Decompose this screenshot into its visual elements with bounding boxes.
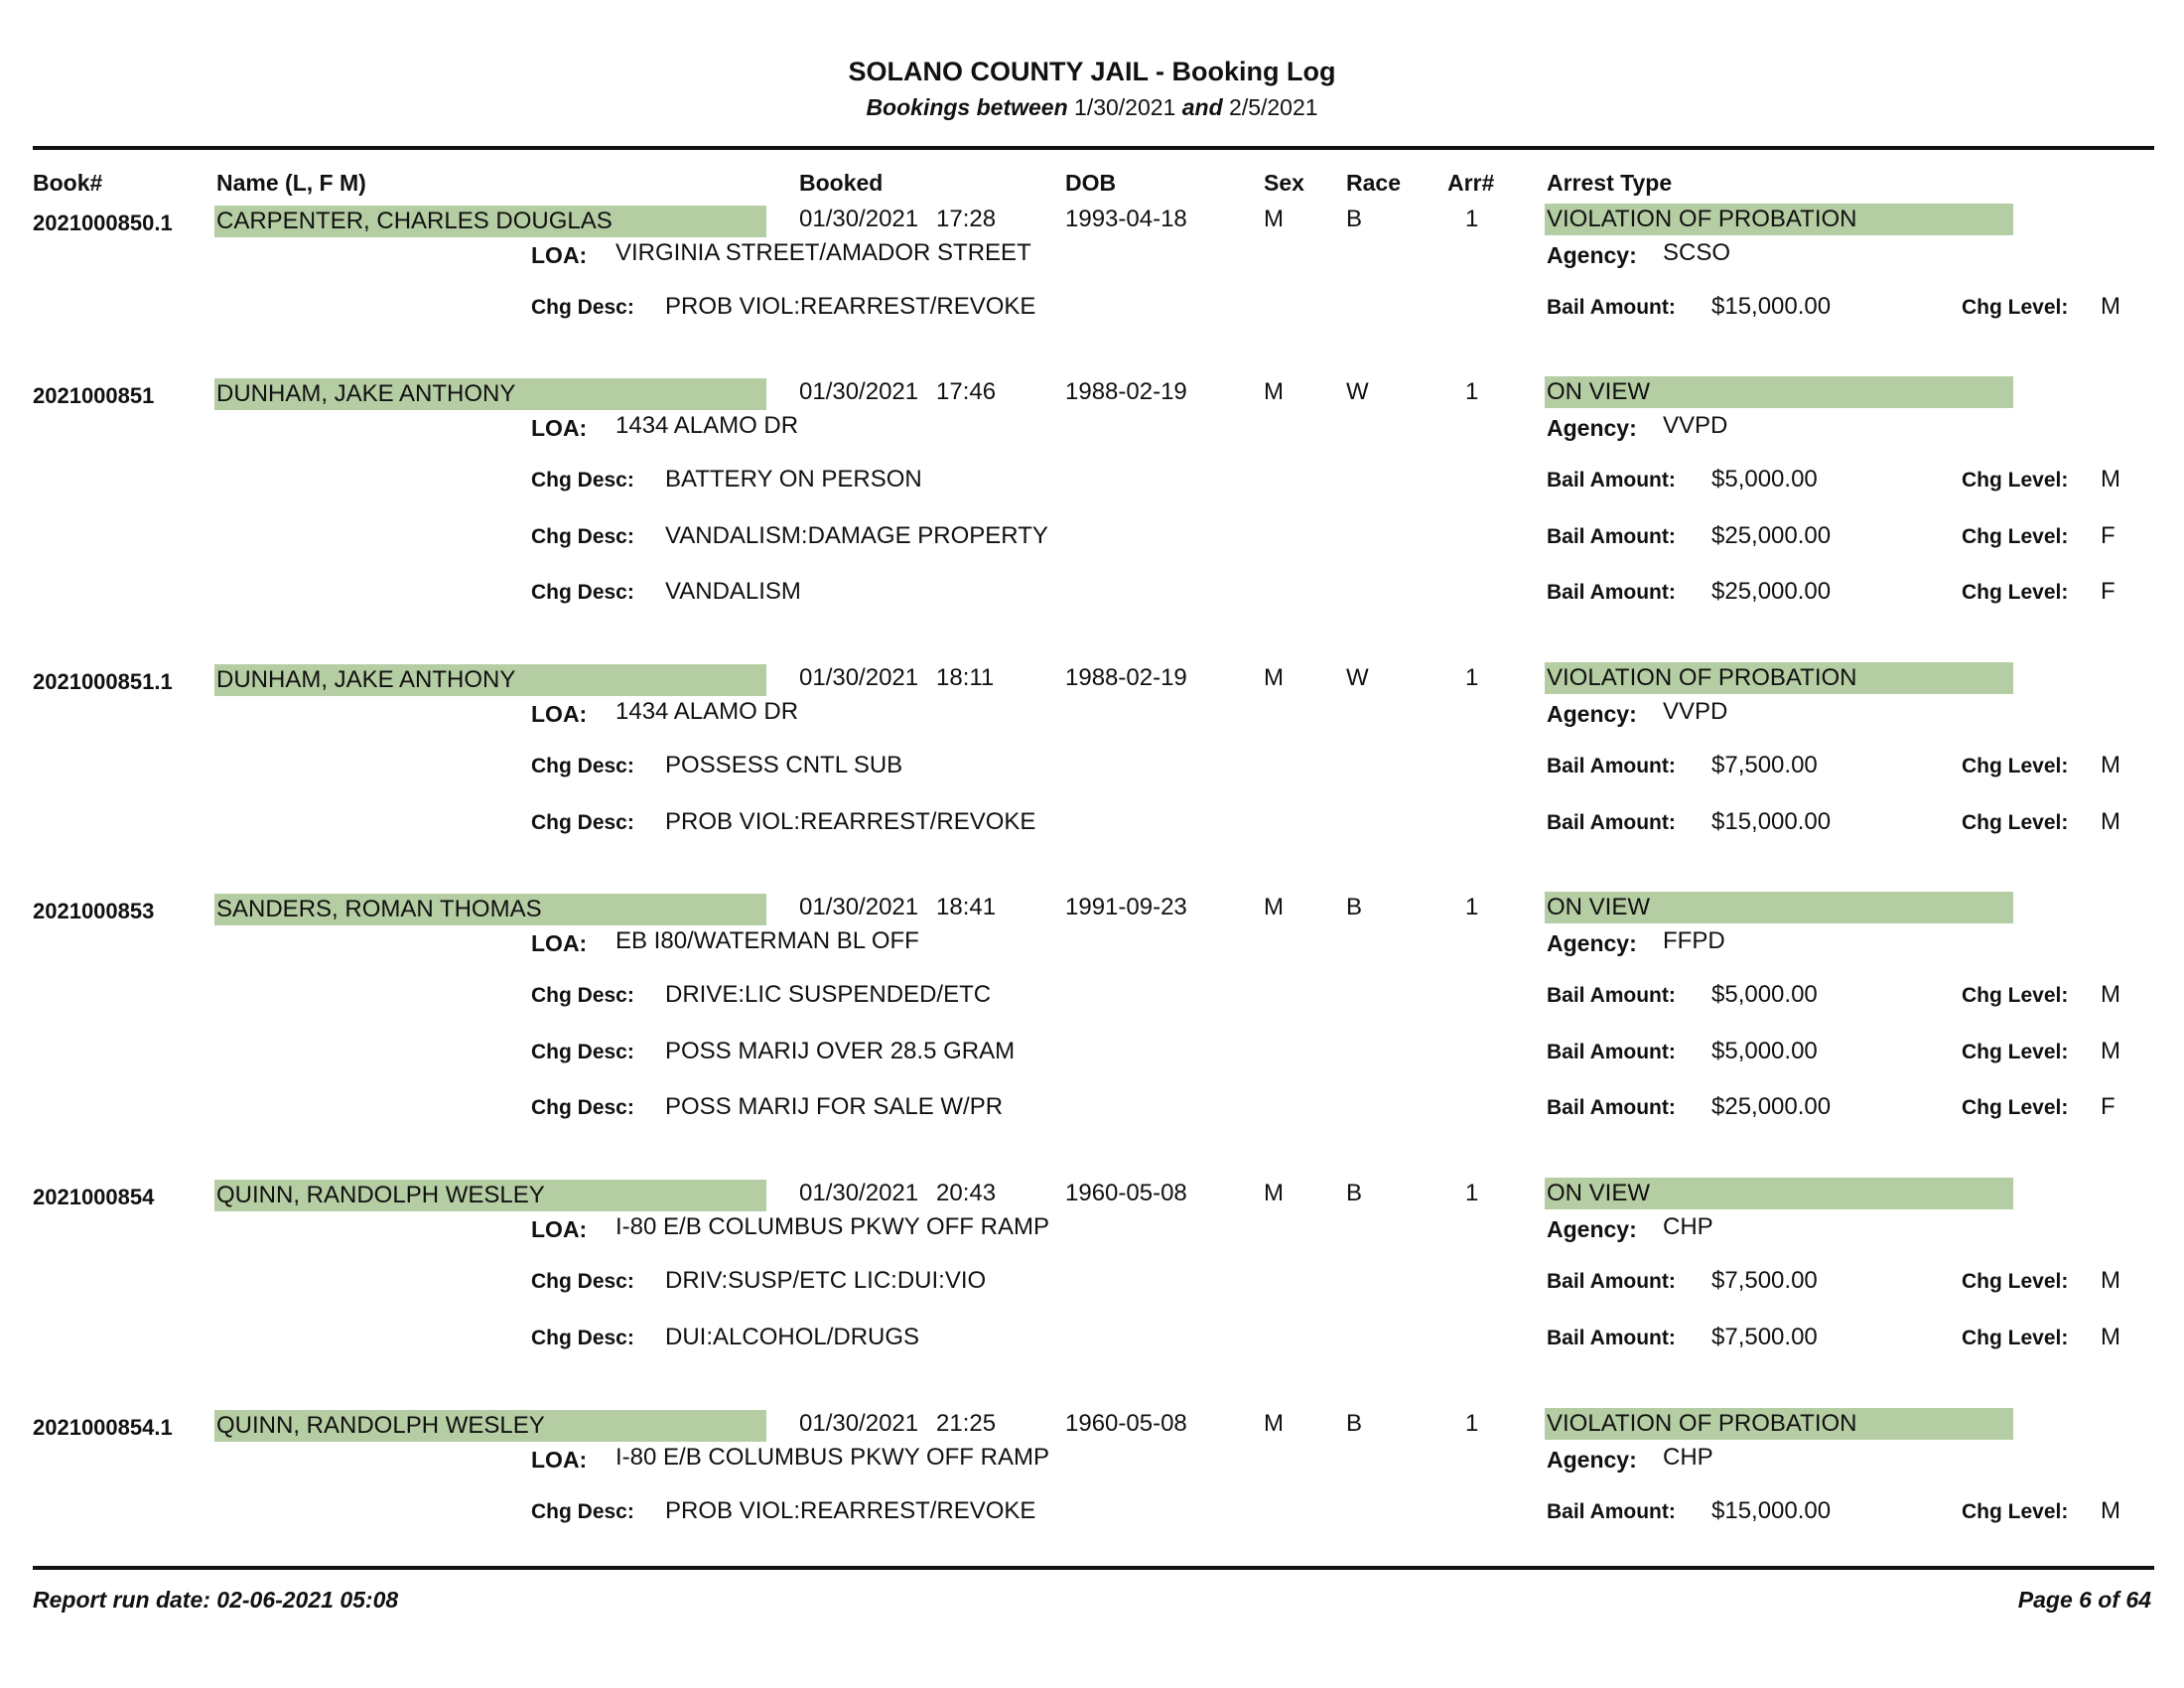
bail-amount: $7,500.00 [1711,1267,1818,1294]
date-of-birth: 1991-09-23 [1065,894,1187,920]
charge-description: VANDALISM [665,578,801,605]
loa-value: 1434 ALAMO DR [615,412,799,439]
arrest-type: ON VIEW [1545,1178,2013,1209]
chg-desc-label: Chg Desc: [531,469,634,492]
race-value: B [1346,206,1363,232]
loa-label: LOA: [531,242,588,268]
bail-amount-label: Bail Amount: [1547,1326,1676,1349]
chg-level-label: Chg Level: [1962,296,2069,319]
loa-label: LOA: [531,930,588,956]
col-header-race: Race [1346,170,1401,196]
charge-level: M [2101,981,2120,1008]
sex-value: M [1264,894,1284,920]
bail-amount-label: Bail Amount: [1547,1270,1676,1293]
bail-amount: $25,000.00 [1711,1093,1832,1120]
charge-description: DUI:ALCOHOL/DRUGS [665,1323,920,1350]
chg-level-label: Chg Level: [1962,524,2069,548]
bail-amount: $5,000.00 [1711,466,1818,492]
bail-amount: $15,000.00 [1711,1497,1832,1524]
charge-description: BATTERY ON PERSON [665,466,922,492]
booked-time: 18:11 [936,664,995,691]
bail-amount: $5,000.00 [1711,981,1818,1008]
agency-value: VVPD [1663,412,1728,439]
chg-level-label: Chg Level: [1962,581,2069,604]
bail-amount-label: Bail Amount: [1547,581,1676,604]
sex-value: M [1264,378,1284,405]
charge-level: F [2101,1093,2116,1120]
bail-amount: $25,000.00 [1711,521,1832,549]
col-header-arrest-type: Arrest Type [1547,170,1673,196]
sex-value: M [1264,206,1284,232]
bail-amount-label: Bail Amount: [1547,984,1676,1007]
sex-value: M [1264,664,1284,691]
race-value: B [1346,894,1363,920]
charge-description: VANDALISM:DAMAGE PROPERTY [665,521,1048,549]
booked-date: 01/30/2021 [799,894,919,920]
subtitle-start-date: 1/30/2021 [1074,94,1176,120]
chg-desc-label: Chg Desc: [531,524,634,548]
date-of-birth: 1988-02-19 [1065,378,1187,405]
booked-date: 01/30/2021 [799,378,919,405]
bail-amount-label: Bail Amount: [1547,1040,1676,1063]
charge-description: POSSESS CNTL SUB [665,752,903,778]
inmate-name: SANDERS, ROMAN THOMAS [214,894,766,925]
date-of-birth: 1960-05-08 [1065,1410,1187,1437]
date-of-birth: 1960-05-08 [1065,1180,1187,1206]
agency-label: Agency: [1547,930,1637,956]
col-header-arr: Arr# [1447,170,1495,196]
race-value: B [1346,1410,1363,1437]
chg-level-label: Chg Level: [1962,755,2069,777]
loa-value: I-80 E/B COLUMBUS PKWY OFF RAMP [615,1213,1049,1240]
chg-desc-label: Chg Desc: [531,1096,634,1119]
bail-amount-label: Bail Amount: [1547,469,1676,492]
inmate-name: CARPENTER, CHARLES DOUGLAS [214,206,766,237]
bail-amount-label: Bail Amount: [1547,524,1676,548]
arrest-number: 1 [1465,1410,1479,1437]
charge-level: M [2101,466,2120,492]
book-number: 2021000850.1 [33,211,173,235]
charge-description: PROB VIOL:REARREST/REVOKE [665,1497,1036,1524]
charge-level: M [2101,1323,2120,1350]
charge-level: M [2101,807,2120,835]
loa-label: LOA: [531,415,588,441]
booked-time: 17:46 [936,378,997,405]
chg-level-label: Chg Level: [1962,1096,2069,1119]
agency-label: Agency: [1547,1447,1637,1473]
chg-desc-label: Chg Desc: [531,581,634,604]
charge-level: F [2101,578,2116,605]
chg-desc-label: Chg Desc: [531,1500,634,1523]
arrest-number: 1 [1465,378,1479,405]
book-number: 2021000854.1 [33,1415,173,1440]
subtitle-end-date: 2/5/2021 [1229,94,1318,120]
inmate-name: QUINN, RANDOLPH WESLEY [214,1180,766,1211]
agency-value: VVPD [1663,698,1728,725]
loa-value: EB I80/WATERMAN BL OFF [615,927,919,954]
col-header-book: Book# [33,170,103,196]
date-of-birth: 1988-02-19 [1065,664,1187,691]
bail-amount-label: Bail Amount: [1547,755,1676,777]
agency-value: SCSO [1663,239,1731,266]
chg-desc-label: Chg Desc: [531,810,634,834]
loa-value: 1434 ALAMO DR [615,698,799,725]
booked-date: 01/30/2021 [799,206,919,232]
arrest-type: VIOLATION OF PROBATION [1545,1408,2013,1440]
booked-date: 01/30/2021 [799,1410,919,1437]
loa-value: VIRGINIA STREET/AMADOR STREET [615,239,1031,266]
charge-level: M [2101,1497,2120,1524]
arrest-number: 1 [1465,1180,1479,1206]
book-number: 2021000853 [33,899,155,923]
charge-description: POSS MARIJ FOR SALE W/PR [665,1093,1004,1120]
arrest-type: VIOLATION OF PROBATION [1545,662,2013,694]
sex-value: M [1264,1410,1284,1437]
charge-description: DRIV:SUSP/ETC LIC:DUI:VIO [665,1267,987,1294]
loa-value: I-80 E/B COLUMBUS PKWY OFF RAMP [615,1444,1049,1471]
chg-level-label: Chg Level: [1962,1326,2069,1349]
book-number: 2021000854 [33,1185,155,1209]
chg-level-label: Chg Level: [1962,469,2069,492]
book-number: 2021000851.1 [33,669,173,694]
bail-amount-label: Bail Amount: [1547,1500,1676,1523]
chg-desc-label: Chg Desc: [531,296,634,319]
chg-level-label: Chg Level: [1962,1500,2069,1523]
loa-label: LOA: [531,701,588,727]
booked-time: 20:43 [936,1180,997,1206]
bail-amount: $7,500.00 [1711,1323,1818,1350]
chg-desc-label: Chg Desc: [531,1270,634,1293]
arrest-number: 1 [1465,894,1479,920]
bail-amount: $15,000.00 [1711,293,1832,320]
report-title: SOLANO COUNTY JAIL - Booking Log [848,57,1336,86]
arrest-type: ON VIEW [1545,376,2013,408]
booked-time: 18:41 [936,894,997,920]
race-value: B [1346,1180,1363,1206]
bail-amount-label: Bail Amount: [1547,1096,1676,1119]
col-header-sex: Sex [1264,170,1304,196]
race-value: W [1346,664,1369,691]
chg-desc-label: Chg Desc: [531,1040,634,1063]
chg-level-label: Chg Level: [1962,1270,2069,1293]
page-number: Page 6 of 64 [2017,1587,2151,1613]
header-rule [33,146,2154,150]
report-subtitle [0,94,2184,121]
subtitle-and: and [1181,94,1223,120]
charge-level: M [2101,752,2120,778]
agency-value: CHP [1663,1444,1713,1471]
col-header-name: Name (L, F M) [216,170,366,196]
charge-level: M [2101,293,2120,320]
inmate-name: DUNHAM, JAKE ANTHONY [214,378,766,410]
agency-value: FFPD [1663,927,1725,954]
date-of-birth: 1993-04-18 [1065,206,1187,232]
report-run-date: Report run date: 02-06-2021 05:08 [33,1587,399,1613]
arrest-type: VIOLATION OF PROBATION [1545,204,2013,235]
col-header-dob: DOB [1065,170,1117,196]
col-header-booked: Booked [799,170,884,196]
charge-description: PROB VIOL:REARREST/REVOKE [665,293,1036,320]
chg-level-label: Chg Level: [1962,1040,2069,1063]
subtitle-prefix: Bookings between [866,94,1068,120]
book-number: 2021000851 [33,383,155,408]
booked-time: 21:25 [936,1410,997,1437]
booked-time: 17:28 [936,206,997,232]
chg-desc-label: Chg Desc: [531,984,634,1007]
charge-description: DRIVE:LIC SUSPENDED/ETC [665,981,992,1008]
charge-description: POSS MARIJ OVER 28.5 GRAM [665,1037,1016,1064]
arrest-type: ON VIEW [1545,892,2013,923]
bail-amount: $7,500.00 [1711,752,1818,778]
charge-level: M [2101,1267,2120,1294]
charge-description: PROB VIOL:REARREST/REVOKE [665,807,1036,835]
race-value: W [1346,378,1369,405]
agency-label: Agency: [1547,701,1637,727]
chg-desc-label: Chg Desc: [531,755,634,777]
bail-amount-label: Bail Amount: [1547,810,1676,834]
agency-value: CHP [1663,1213,1713,1240]
agency-label: Agency: [1547,1216,1637,1242]
chg-level-label: Chg Level: [1962,984,2069,1007]
loa-label: LOA: [531,1447,588,1473]
loa-label: LOA: [531,1216,588,1242]
inmate-name: QUINN, RANDOLPH WESLEY [214,1410,766,1442]
bail-amount: $15,000.00 [1711,807,1832,835]
bail-amount-label: Bail Amount: [1547,296,1676,319]
inmate-name: DUNHAM, JAKE ANTHONY [214,664,766,696]
charge-level: M [2101,1037,2120,1064]
arrest-number: 1 [1465,664,1479,691]
bail-amount: $5,000.00 [1711,1037,1818,1064]
agency-label: Agency: [1547,415,1637,441]
arrest-number: 1 [1465,206,1479,232]
bail-amount: $25,000.00 [1711,578,1832,605]
charge-level: F [2101,521,2116,549]
chg-level-label: Chg Level: [1962,810,2069,834]
sex-value: M [1264,1180,1284,1206]
chg-desc-label: Chg Desc: [531,1326,634,1349]
footer-rule [33,1566,2154,1570]
booked-date: 01/30/2021 [799,664,919,691]
agency-label: Agency: [1547,242,1637,268]
booked-date: 01/30/2021 [799,1180,919,1206]
